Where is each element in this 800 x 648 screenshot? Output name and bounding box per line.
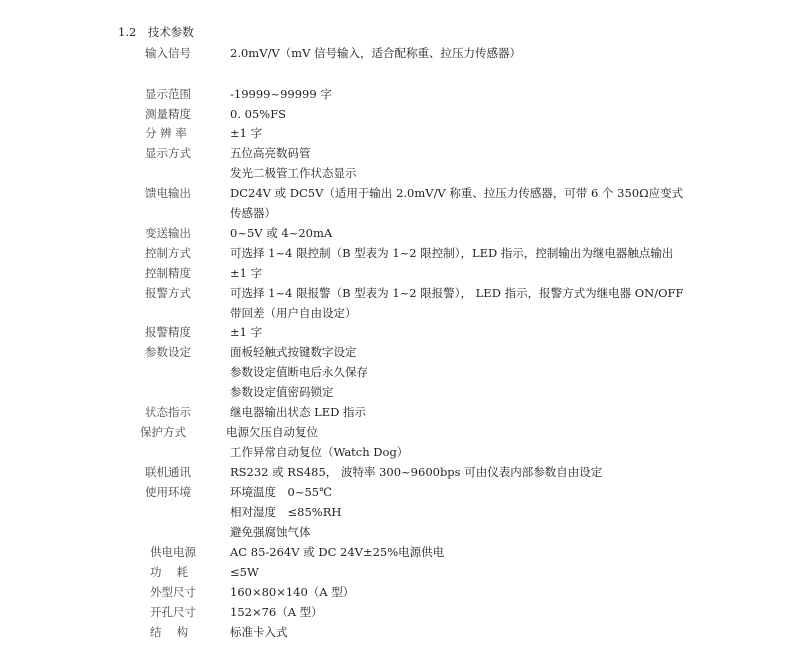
spec-label: 保护方式 <box>140 425 186 439</box>
spec-value: 工作异常自动复位（Watch Dog） <box>230 445 409 459</box>
spec-value: 避免强腐蚀气体 <box>230 525 311 539</box>
spec-row <box>0 624 800 640</box>
spec-value: 五位高亮数码管 <box>230 146 311 160</box>
spec-label: 开孔尺寸 <box>150 605 196 619</box>
spec-value: 面板轻触式按键数字设定 <box>230 345 357 359</box>
spec-row <box>0 225 800 241</box>
spec-value: 标准卡入式 <box>230 625 288 639</box>
spec-row <box>0 504 800 520</box>
spec-value: 可选择 1~4 限控制（B 型表为 1~2 限控制），LED 指示，控制输出为继电器触点输出 <box>230 246 674 260</box>
spec-value: 参数设定值密码锁定 <box>230 385 334 399</box>
spec-row <box>0 344 800 360</box>
spec-value: 0~5V 或 4~20mA <box>230 226 333 240</box>
spec-label: 输入信号 <box>145 46 191 60</box>
spec-value: 发光二极管工作状态显示 <box>230 166 357 180</box>
spec-row <box>0 564 800 580</box>
spec-label: 联机通讯 <box>145 465 191 479</box>
spec-value: RS232 或 RS485， 波特率 300~9600bps 可由仪表内部参数自由设定 <box>230 465 603 479</box>
spec-row <box>0 444 800 460</box>
spec-value: 传感器） <box>230 206 276 220</box>
spec-row <box>0 364 800 380</box>
spec-value: AC 85-264V 或 DC 24V±25%电源供电 <box>230 545 445 559</box>
spec-label: 显示方式 <box>145 146 191 160</box>
spec-row <box>0 185 800 201</box>
spec-row <box>0 305 800 321</box>
spec-value: ≤5W <box>230 565 259 579</box>
spec-row <box>0 285 800 301</box>
spec-label: 报警方式 <box>145 286 191 300</box>
spec-label: 参数设定 <box>145 345 191 359</box>
spec-row <box>0 424 800 440</box>
spec-value: 相对湿度 ≤85%RH <box>230 505 342 519</box>
spec-row <box>0 165 800 181</box>
spec-value: 0. 05%FS <box>230 107 287 121</box>
spec-row <box>0 484 800 500</box>
spec-value: 160×80×140（A 型） <box>230 585 355 599</box>
spec-row <box>0 86 800 102</box>
spec-label: 外型尺寸 <box>150 585 196 599</box>
spec-row <box>0 544 800 560</box>
spec-value: 2.0mV/V（mV 信号输入，适合配称重、拉压力传感器） <box>230 46 522 60</box>
spec-label: 分 辨 率 <box>145 126 187 140</box>
spec-row <box>0 464 800 480</box>
spec-row <box>0 604 800 620</box>
spec-row <box>0 324 800 340</box>
spec-value: ±1 字 <box>230 126 263 140</box>
spec-row <box>0 205 800 221</box>
spec-value: -19999~99999 字 <box>230 87 332 101</box>
spec-row <box>0 145 800 161</box>
section-title: 1.2 技术参数 <box>118 25 194 39</box>
spec-row <box>0 384 800 400</box>
spec-label: 变送输出 <box>145 226 191 240</box>
spec-label: 供电电源 <box>150 545 196 559</box>
spec-row <box>0 125 800 141</box>
spec-value: 继电器输出状态 LED 指示 <box>230 405 367 419</box>
spec-label: 状态指示 <box>145 405 191 419</box>
spec-value: 环境温度 0~55℃ <box>230 485 332 499</box>
spec-value: DC24V 或 DC5V（适用于输出 2.0mV/V 称重、拉压力传感器，可带 6 个 350Ω应变式 <box>230 186 684 200</box>
spec-label: 功 耗 <box>150 565 189 579</box>
spec-value: 电源欠压自动复位 <box>226 425 318 439</box>
spec-label: 使用环境 <box>145 485 191 499</box>
spec-label: 馈电输出 <box>145 186 191 200</box>
spec-value: 带回差（用户自由设定） <box>230 306 357 320</box>
spec-value: 152×76（A 型） <box>230 605 323 619</box>
spec-row <box>0 265 800 281</box>
spec-label: 结 构 <box>150 625 189 639</box>
spec-value: 可选择 1~4 限报警（B 型表为 1~2 限报警）， LED 指示，报警方式为继电器 ON/OFF <box>230 286 684 300</box>
spec-label: 显示范围 <box>145 87 191 101</box>
spec-value: ±1 字 <box>230 266 263 280</box>
spec-row <box>0 584 800 600</box>
spec-row <box>0 524 800 540</box>
spec-label: 控制方式 <box>145 246 191 260</box>
spec-label: 测量精度 <box>145 107 191 121</box>
spec-row <box>0 106 800 122</box>
spec-value: ±1 字 <box>230 325 263 339</box>
spec-label: 控制精度 <box>145 266 191 280</box>
spec-value: 参数设定值断电后永久保存 <box>230 365 368 379</box>
spec-row <box>0 45 800 61</box>
spec-row <box>0 404 800 420</box>
spec-row <box>0 245 800 261</box>
spec-label: 报警精度 <box>145 325 191 339</box>
